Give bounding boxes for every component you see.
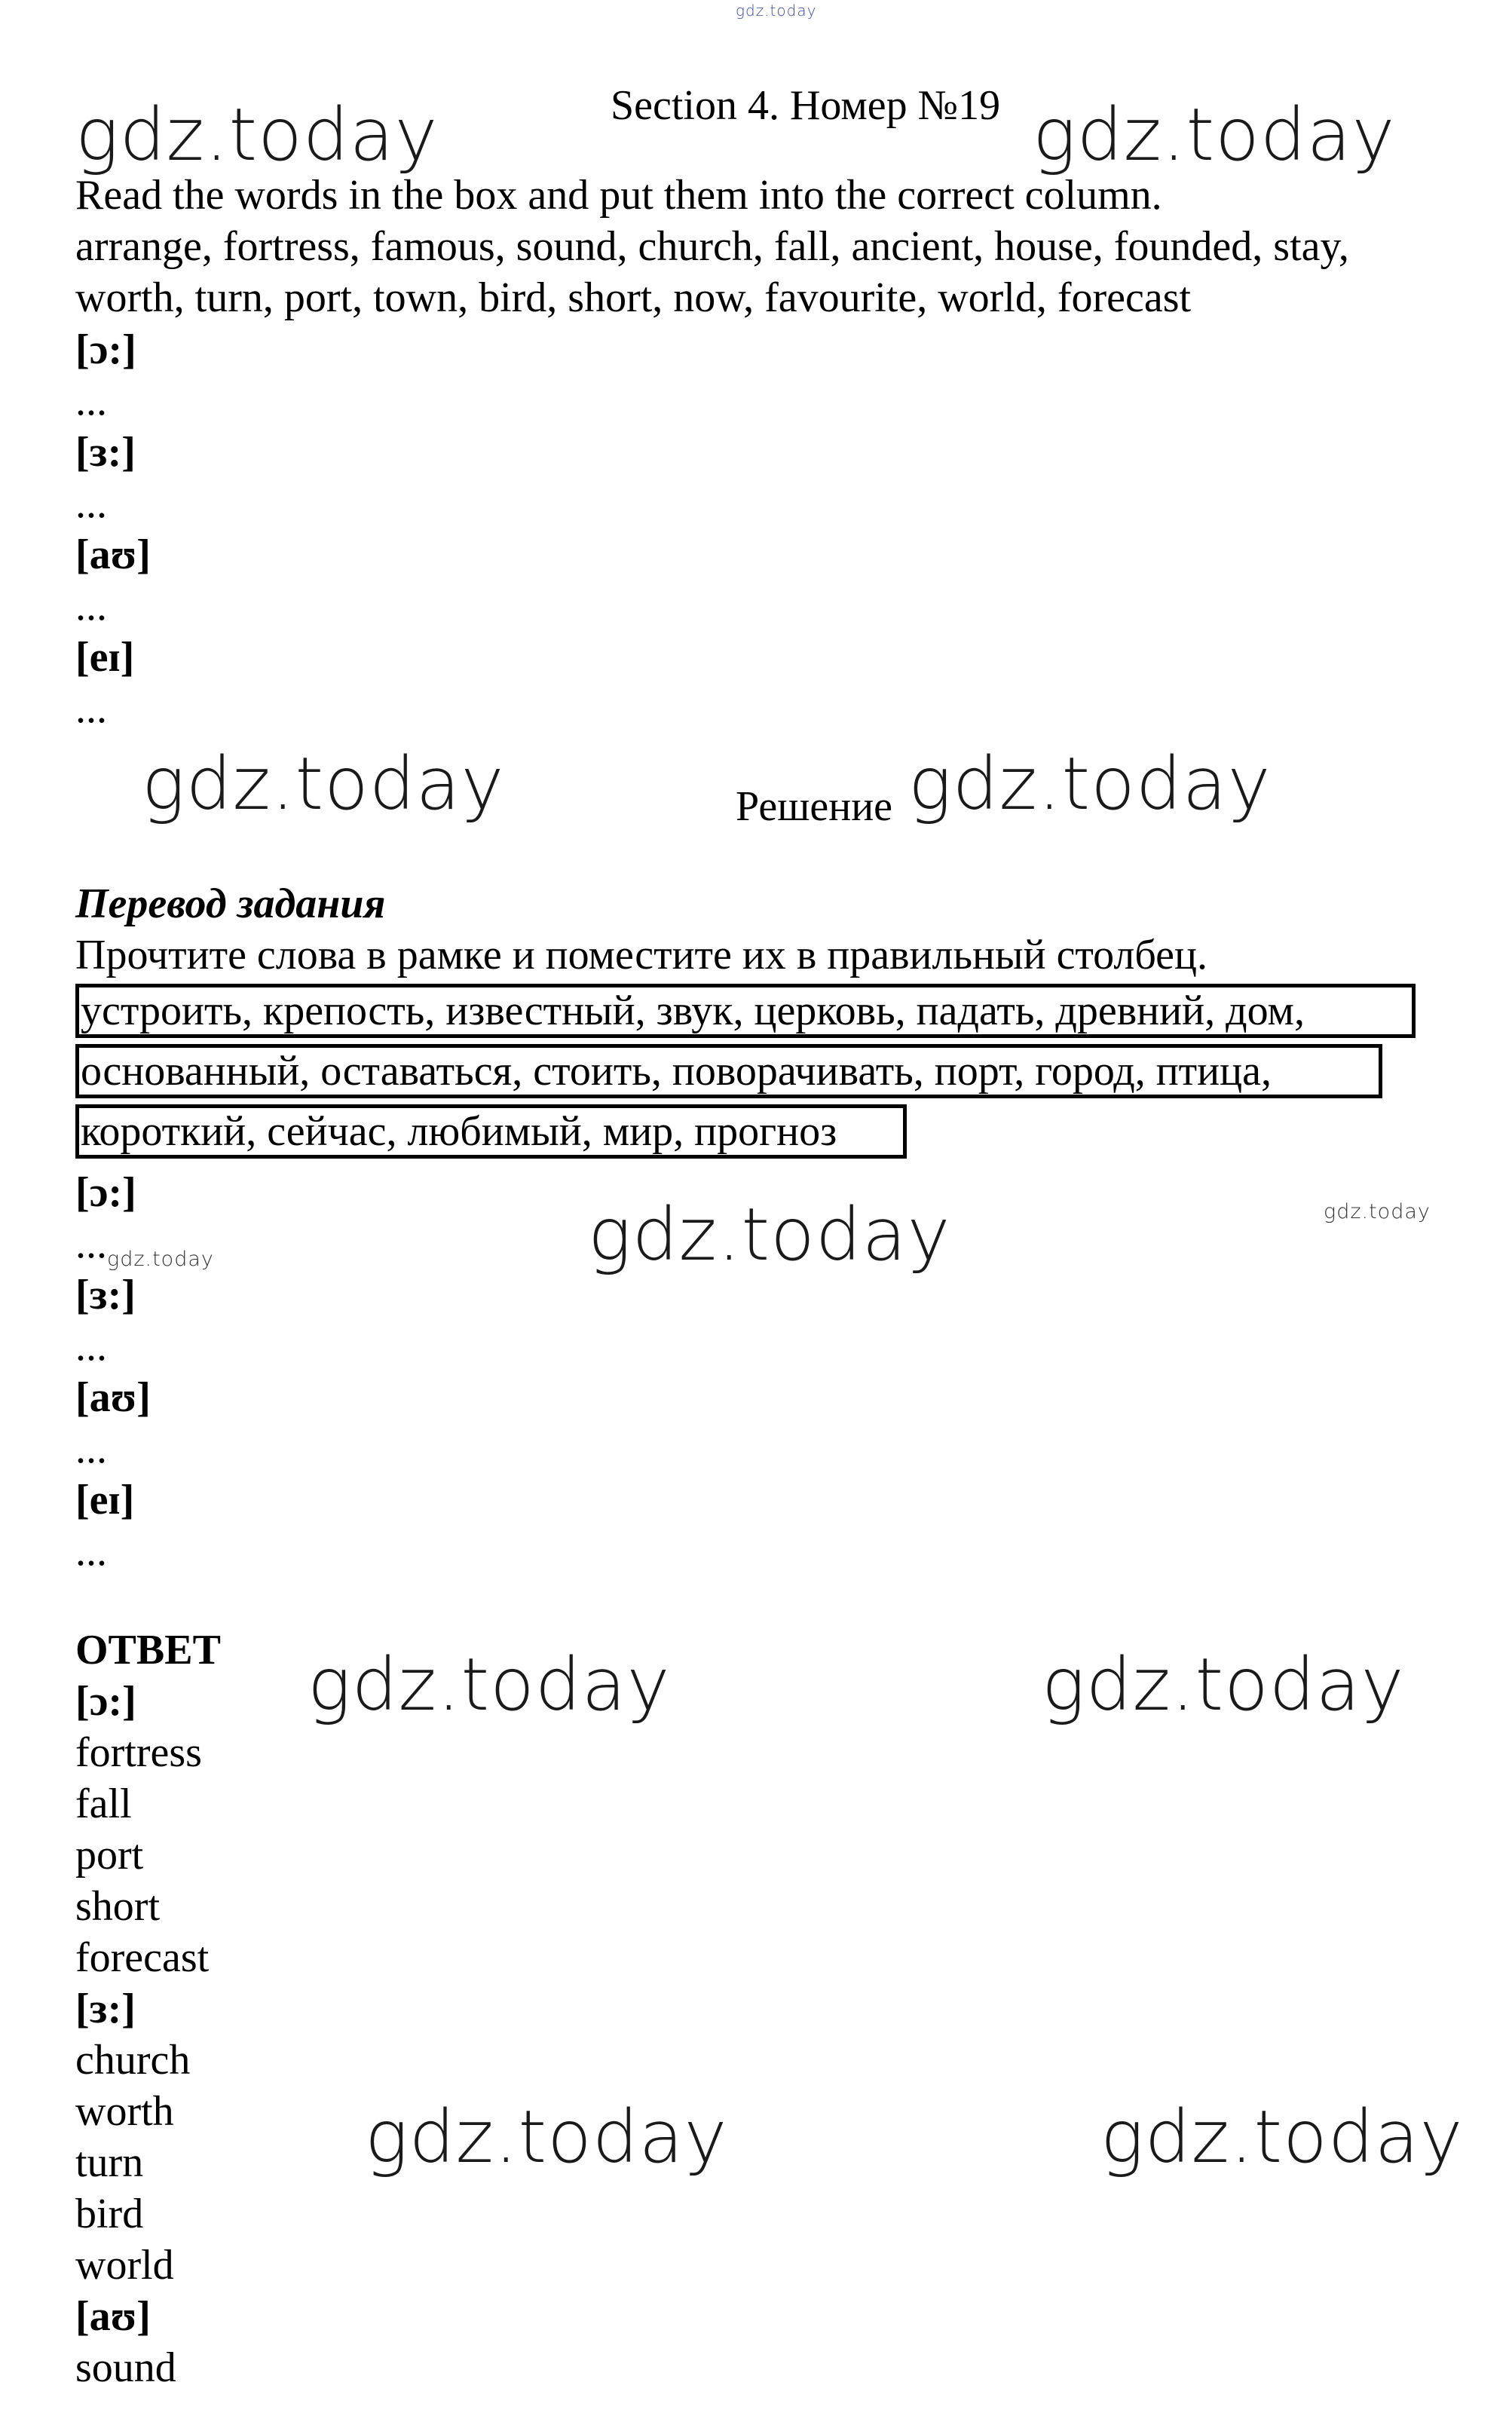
translation-blank: ... <box>75 1220 107 1267</box>
answer-heading: ОТВЕТ <box>75 1627 221 1673</box>
task-blank: ... <box>75 480 107 527</box>
watermark: gdz.today <box>308 1643 671 1727</box>
answer-sound-label: [ɜ:] <box>75 1986 136 2032</box>
watermark: gdz.today <box>365 2095 728 2179</box>
answer-word: fortress <box>75 1729 202 1776</box>
answer-word: port <box>75 1832 144 1879</box>
translation-box-line-2: основанный, оставаться, стоить, поворачивать, порт, город, птица, <box>75 1044 1382 1098</box>
task-sound-label: [ɜ:] <box>75 429 136 476</box>
answer-word: bird <box>75 2191 144 2237</box>
watermark-small: gdz.today <box>1324 1200 1431 1223</box>
solution-label: Решение <box>736 783 893 830</box>
watermark-small: gdz.today <box>107 1248 214 1271</box>
watermark: gdz.today <box>1100 2095 1464 2179</box>
translation-instruction: Прочтите слова в рамке и поместите их в правильный столбец. <box>75 932 1207 978</box>
translation-box-line-1: устроить, крепость, известный, звук, церковь, падать, древний, дом, <box>75 984 1416 1038</box>
task-sound-label: [ɔ:] <box>75 326 136 373</box>
answer-word: forecast <box>75 1934 210 1981</box>
watermark: gdz.today <box>1033 93 1396 177</box>
answer-word: turn <box>75 2139 144 2186</box>
watermark-tiny-top: gdz.today <box>736 2 817 20</box>
answer-word: sound <box>75 2344 176 2391</box>
task-blank: ... <box>75 685 107 732</box>
watermark: gdz.today <box>142 742 505 826</box>
watermark: gdz.today <box>1042 1643 1405 1727</box>
task-words-line-1: arrange, fortress, famous, sound, church, fall, ancient, house, founded, stay, <box>75 223 1349 270</box>
watermark: gdz.today <box>908 742 1272 826</box>
translation-box-line-3: короткий, сейчас, любимый, мир, прогноз <box>75 1104 907 1159</box>
task-sound-label: [aʊ] <box>75 531 151 578</box>
translation-blank: ... <box>75 1528 107 1575</box>
answer-word: church <box>75 2037 191 2084</box>
translation-blank: ... <box>75 1323 107 1370</box>
task-instruction: Read the words in the box and put them into the correct column. <box>75 172 1162 219</box>
answer-word: worth <box>75 2088 174 2135</box>
task-blank: ... <box>75 583 107 629</box>
watermark: gdz.today <box>75 93 439 177</box>
answer-word: short <box>75 1883 160 1930</box>
translation-sound-label: [aʊ] <box>75 1374 151 1421</box>
task-words-line-2: worth, turn, port, town, bird, short, now, favourite, world, forecast <box>75 274 1192 321</box>
translation-heading: Перевод задания <box>75 880 386 927</box>
translation-blank: ... <box>75 1425 107 1472</box>
task-sound-label: [eɪ] <box>75 634 135 681</box>
answer-sound-label: [ɔ:] <box>75 1678 136 1725</box>
translation-sound-label: [eɪ] <box>75 1477 135 1523</box>
answer-word: fall <box>75 1781 132 1827</box>
translation-sound-label: [ɜ:] <box>75 1272 136 1318</box>
answer-sound-label: [aʊ] <box>75 2293 151 2340</box>
answer-word: world <box>75 2242 174 2289</box>
task-blank: ... <box>75 378 107 424</box>
watermark: gdz.today <box>588 1193 951 1277</box>
translation-sound-label: [ɔ:] <box>75 1169 136 1216</box>
page-title: Section 4. Номер №19 <box>611 82 1001 129</box>
